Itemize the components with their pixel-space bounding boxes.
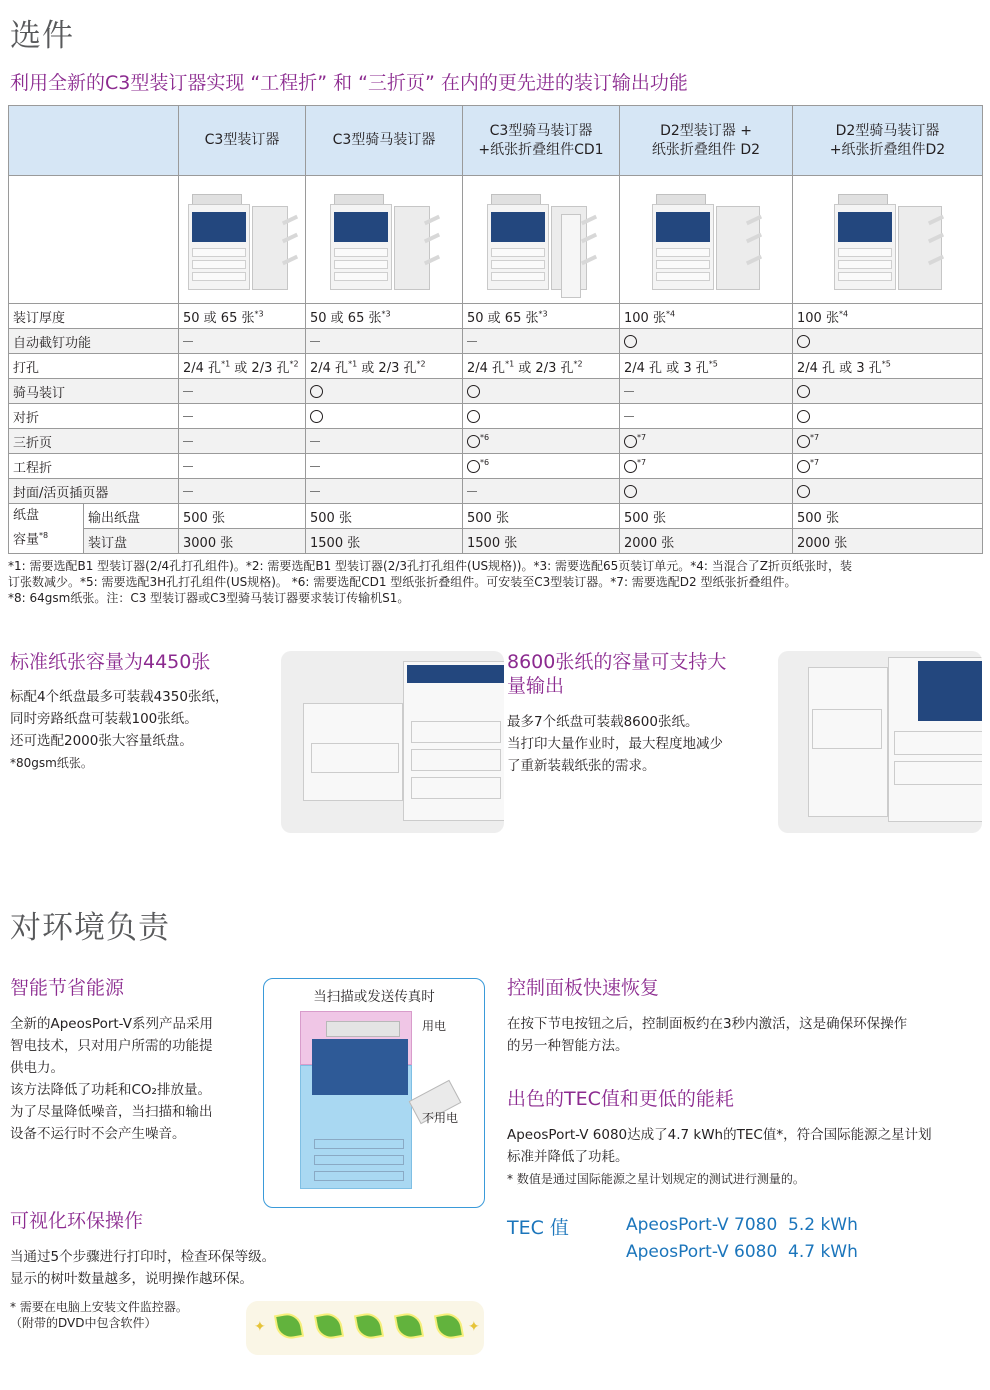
table-row <box>9 379 983 404</box>
row-label: 自动截钉功能 <box>9 329 179 354</box>
dash-icon <box>310 441 320 442</box>
table-row <box>9 354 983 379</box>
circle-icon <box>624 335 637 348</box>
table-cell: 1500 张 <box>306 529 463 554</box>
dash-icon <box>467 491 477 492</box>
product-image-c3-booklet <box>306 176 463 304</box>
section-title-environment: 对环境负责 <box>10 910 170 946</box>
dash-icon <box>624 391 634 392</box>
table-cell <box>793 329 983 354</box>
sparkle-icon: ✦ <box>468 1319 480 1335</box>
row-label: 装订厚度 <box>9 304 179 329</box>
row-label: 三折页 <box>9 429 179 454</box>
table-cell: 1500 张 <box>463 529 620 554</box>
circle-icon <box>797 385 810 398</box>
eco-visual-text: 当通过5个步骤进行打印时，检查环保等级。 显示的树叶数量越多，说明操作越环保。 <box>10 1249 276 1287</box>
table-cell: 2/4 孔$^{*1}$ 或 2/3 孔$^{*2}$ <box>306 354 463 379</box>
leaf-icon <box>274 1311 304 1341</box>
table-image-row <box>9 176 983 304</box>
table-cell <box>463 479 620 504</box>
section-title-options: 选件 <box>10 18 74 54</box>
options-subtitle: 利用全新的C3型装订器实现 “工程折” 和 “三折页” 在内的更先进的装订输出功能 <box>10 72 688 94</box>
capacity-stacker-label: 装订盘 <box>84 529 179 554</box>
copier-illustration <box>646 184 766 296</box>
table-cell: 2/4 孔 或 3 孔$^{*5}$ <box>793 354 983 379</box>
table-row <box>9 454 983 479</box>
label-power-off: 不用电 <box>422 1111 459 1125</box>
eco-visual-title: 可视化环保操作 <box>10 1210 144 1232</box>
table-cell <box>179 454 306 479</box>
dash-icon <box>624 416 634 417</box>
table-cell: *7 <box>620 454 793 479</box>
table-cell <box>306 454 463 479</box>
circle-icon <box>310 410 323 423</box>
table-cell: 500 张 <box>620 504 793 529</box>
label-power-on: 用电 <box>422 1019 447 1033</box>
circle-icon <box>467 385 480 398</box>
table-cell: *6 <box>463 429 620 454</box>
tec-value-label: TEC 值 <box>507 1217 569 1239</box>
dash-icon <box>183 416 193 417</box>
table-cell <box>620 329 793 354</box>
capacity-4450-title: 标准纸张容量为4450张 <box>10 651 211 673</box>
fax-power-diagram <box>263 978 485 1208</box>
circle-icon <box>624 460 637 473</box>
table-row <box>9 404 983 429</box>
row-label: 封面/活页插页器 <box>9 479 179 504</box>
table-cell <box>179 379 306 404</box>
table-cell <box>620 479 793 504</box>
circle-icon <box>797 410 810 423</box>
dash-icon <box>183 466 193 467</box>
table-cell <box>463 379 620 404</box>
table-cell <box>306 479 463 504</box>
spec-rows <box>9 304 983 504</box>
table-cell: *7 <box>793 454 983 479</box>
table-cell: 500 张 <box>793 504 983 529</box>
table-cell <box>793 479 983 504</box>
tec-title: 出色的TEC值和更低的能耗 <box>507 1088 734 1110</box>
dash-icon <box>310 491 320 492</box>
header-d2-finisher: D2型装订器 + 纸张折叠组件 D2 <box>620 106 793 176</box>
table-cell: 500 张 <box>306 504 463 529</box>
table-cell <box>463 329 620 354</box>
row-label: 打孔 <box>9 354 179 379</box>
capacity-8600-photo <box>778 651 982 833</box>
leaf-icon <box>354 1311 384 1341</box>
table-cell: 2/4 孔$^{*1}$ 或 2/3 孔$^{*2}$ <box>179 354 306 379</box>
table-header-row <box>9 106 983 176</box>
dash-icon <box>310 466 320 467</box>
table-cell: 50 或 65 张$^{*3}$ <box>179 304 306 329</box>
leaf-icon <box>434 1311 464 1341</box>
circle-icon <box>797 435 810 448</box>
table-row <box>9 479 983 504</box>
circle-icon <box>624 485 637 498</box>
options-table <box>8 105 983 554</box>
table-cell <box>306 404 463 429</box>
circle-icon <box>797 460 810 473</box>
row-label: 骑马装订 <box>9 379 179 404</box>
table-cell: 2/4 孔 或 3 孔$^{*5}$ <box>620 354 793 379</box>
table-cell <box>306 379 463 404</box>
tec-entry: ApeosPort-V 7080 5.2 kWh <box>626 1215 858 1235</box>
header-blank-cell <box>9 106 179 176</box>
product-image-c3-booklet-cd1 <box>463 176 620 304</box>
product-image-c3-finisher <box>179 176 306 304</box>
leaf-icon <box>394 1311 424 1341</box>
dash-icon <box>310 341 320 342</box>
table-cell: 500 张 <box>463 504 620 529</box>
copier-illustration <box>324 184 444 296</box>
capacity-8600-title: 8600张纸的容量可支持大 量输出 <box>507 651 727 697</box>
eco-leaf-meter <box>246 1301 484 1355</box>
circle-icon <box>310 385 323 398</box>
table-cell: 2000 张 <box>793 529 983 554</box>
product-image-d2-finisher <box>620 176 793 304</box>
dash-icon <box>467 341 477 342</box>
smart-energy-text: 全新的ApeosPort-V系列产品采用 智电技术，只对用户所需的功能提 供电力。 该方法降低了功耗和CO₂排放量。 为了尽量降低噪音，当扫描和输出 设备不运行时不会产生噪音。 <box>10 1016 213 1142</box>
header-c3-booklet: C3型骑马装订器 <box>306 106 463 176</box>
table-cell: 3000 张 <box>179 529 306 554</box>
circle-icon <box>467 435 480 448</box>
table-cell <box>793 404 983 429</box>
table-cell: *6 <box>463 454 620 479</box>
table-cell: *7 <box>620 429 793 454</box>
table-cell: 100 张$^{*4}$ <box>793 304 983 329</box>
dash-icon <box>183 341 193 342</box>
panel-recovery-text: 在按下节电按钮之后，控制面板约在3秒内激活，这是确保环保操作 的另一种智能方法。 <box>507 1016 908 1054</box>
capacity-4450-text: 标配4个纸盘最多可装载4350张纸， 同时旁路纸盘可装载100张纸。 还可选配2000张大容量纸盘。 *80gsm纸张。 <box>10 689 229 770</box>
tec-text: ApeosPort-V 6080达成了4.7 kWh的TEC值*，符合国际能源之星计划 标准并降低了功耗。 * 数值是通过国际能源之星计划规定的测试进行测量的。 <box>507 1127 932 1186</box>
copier-illustration <box>828 184 948 296</box>
fax-diagram-heading: 当扫描或发送传真时 <box>313 989 435 1005</box>
table-cell <box>179 479 306 504</box>
circle-icon <box>467 410 480 423</box>
table-cell <box>620 404 793 429</box>
circle-icon <box>797 335 810 348</box>
table-cell <box>620 379 793 404</box>
dash-icon <box>183 441 193 442</box>
table-cell <box>793 379 983 404</box>
circle-icon <box>624 435 637 448</box>
sparkle-icon: ✦ <box>254 1319 266 1335</box>
capacity-group-label: 纸盘 容量$^{*8}$ <box>9 504 84 554</box>
panel-recovery-title: 控制面板快速恢复 <box>507 977 660 999</box>
eco-visual-note: * 需要在电脑上安装文件监控器。 （附带的DVD中包含软件） <box>10 1300 188 1330</box>
table-row <box>9 304 983 329</box>
table-row <box>9 529 983 554</box>
header-c3-booklet-cd1: C3型骑马装订器 +纸张折叠组件CD1 <box>463 106 620 176</box>
table-row <box>9 329 983 354</box>
product-image-d2-booklet <box>793 176 983 304</box>
leaf-icon <box>314 1311 344 1341</box>
options-footnotes: *1: 需要选配B1 型装订器(2/4孔打孔组件)。*2: 需要选配B1 型装订器(2/3孔打孔组件(US规格))。*3: 需要选配65页装订单元。*4: 当混合了Z折页纸张时，装 订张数减少。*5: 需要选配3H孔打孔组件(US规格)。 *6: 需要选配CD1 型纸张折叠组件。可安装至C3型装订器。*7: 需要选配D2 型纸张折叠组件。 *8: 64gsm纸张。注：C3 型装订器或C3型骑马装订器要求装订传输机S1。 <box>8 559 852 605</box>
table-cell: 2/4 孔$^{*1}$ 或 2/3 孔$^{*2}$ <box>463 354 620 379</box>
circle-icon <box>467 460 480 473</box>
row-label: 对折 <box>9 404 179 429</box>
table-row <box>9 429 983 454</box>
table-cell <box>463 404 620 429</box>
image-blank-cell <box>9 176 179 304</box>
copier-illustration <box>182 184 302 296</box>
smart-energy-title: 智能节省能源 <box>10 977 125 999</box>
header-d2-booklet: D2型骑马装订器 +纸张折叠组件D2 <box>793 106 983 176</box>
copier-illustration <box>481 184 601 296</box>
row-label: 工程折 <box>9 454 179 479</box>
table-cell <box>179 429 306 454</box>
table-cell: *7 <box>793 429 983 454</box>
tec-entry: ApeosPort-V 6080 4.7 kWh <box>626 1242 858 1262</box>
table-cell <box>306 429 463 454</box>
dash-icon <box>183 391 193 392</box>
table-row <box>9 504 983 529</box>
circle-icon <box>797 485 810 498</box>
table-cell <box>306 329 463 354</box>
dash-icon <box>183 491 193 492</box>
capacity-4450-photo <box>281 651 504 833</box>
table-cell <box>179 404 306 429</box>
table-cell: 500 张 <box>179 504 306 529</box>
table-cell: 2000 张 <box>620 529 793 554</box>
capacity-output-tray-label: 输出纸盘 <box>84 504 179 529</box>
capacity-8600-text: 最多7个纸盘可装载8600张纸。 当打印大量作业时，最大程度地减少 了重新装载纸张的需求。 <box>507 714 723 774</box>
table-cell: 50 或 65 张$^{*3}$ <box>306 304 463 329</box>
table-cell <box>179 329 306 354</box>
table-cell: 100 张$^{*4}$ <box>620 304 793 329</box>
header-c3-finisher: C3型装订器 <box>179 106 306 176</box>
table-cell: 50 或 65 张$^{*3}$ <box>463 304 620 329</box>
